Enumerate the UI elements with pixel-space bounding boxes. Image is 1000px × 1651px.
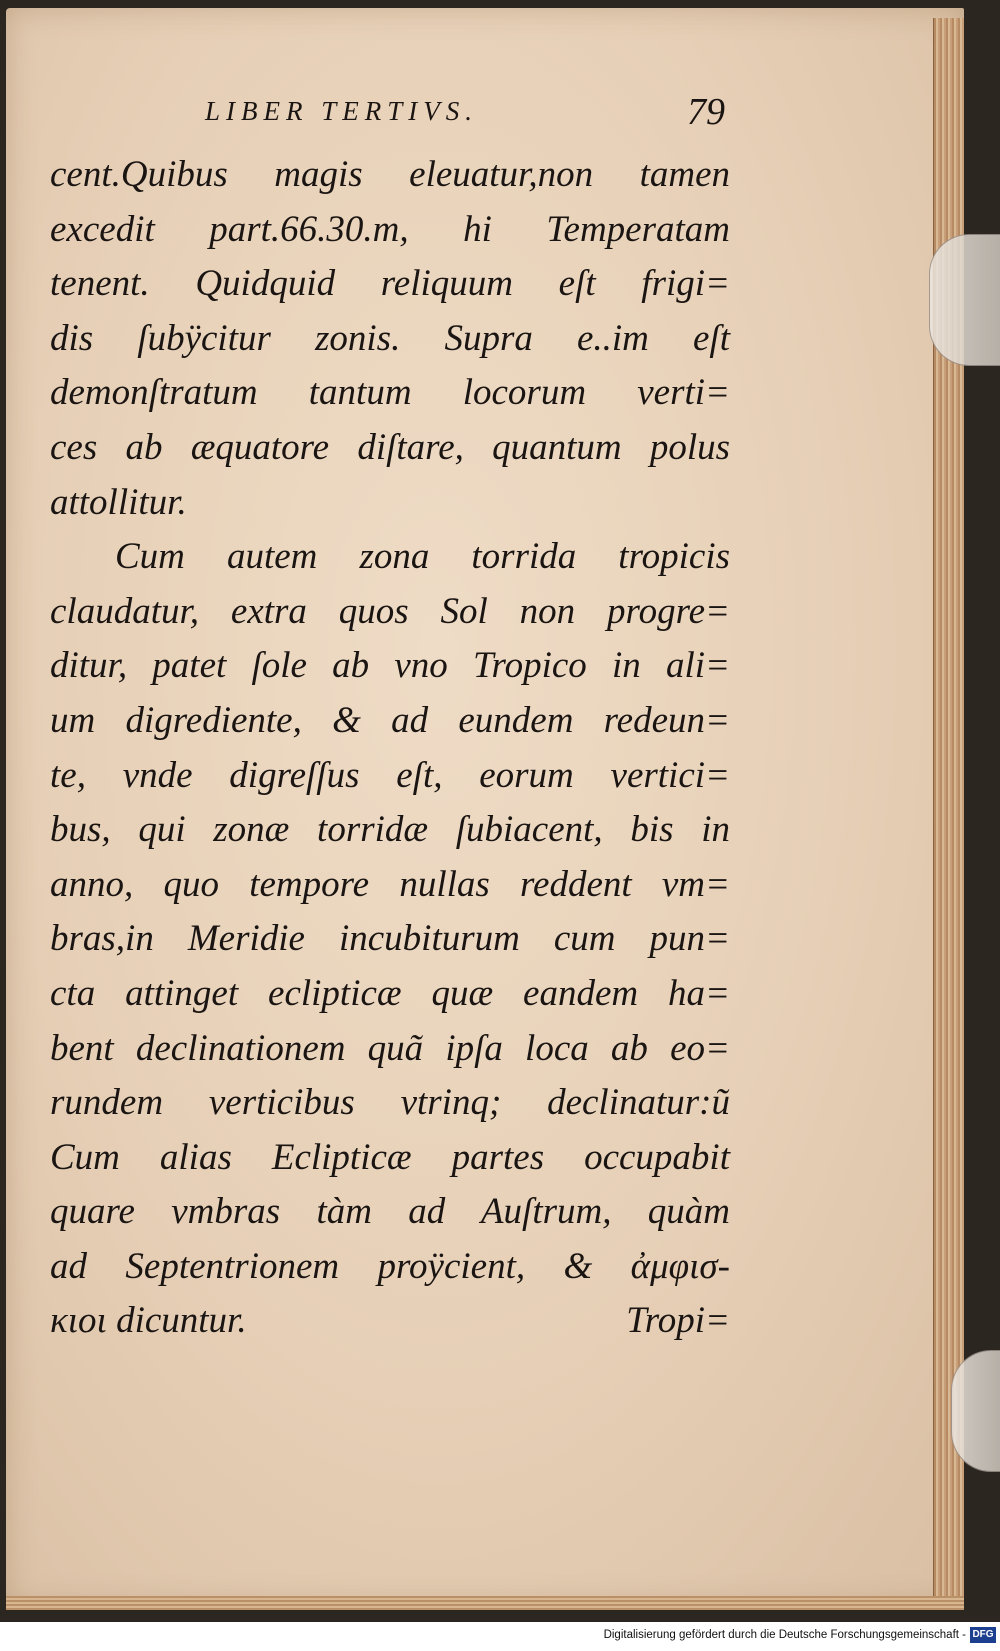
page-header <box>205 91 725 144</box>
dfg-logo-icon: DFG <box>970 1627 996 1643</box>
text-line: bus, qui zonæ torridæ ſubiacent, bis in <box>50 809 730 851</box>
text-line: Cum alias Eclipticæ partes occupabit <box>50 1136 730 1178</box>
text-line: attollitur. <box>50 481 187 523</box>
text-line: demonſtratum tantum locorum verti= <box>50 372 730 414</box>
text-line: rundem verticibus vtrinq; declinatur:ũ <box>50 1082 730 1124</box>
body-text <box>50 148 730 1349</box>
text-line: ad Septentrionem proÿcient, & ἀμφισ- <box>50 1245 730 1287</box>
text-line: quare vmbras tàm ad Auſtrum, quàm <box>50 1191 730 1233</box>
text-line: claudatur, extra quos Sol non progre= <box>50 590 730 632</box>
page-clip-top <box>929 234 1000 366</box>
text-line: te, vnde digreſſus eſt, eorum vertici= <box>50 754 730 796</box>
text-line: um digrediente, & ad eundem redeun= <box>50 699 730 741</box>
text-line: cent.Quibus magis eleuatur,non tamen <box>50 154 730 195</box>
text-line: bent declinationem quã ipſa loca ab eo= <box>50 1027 730 1069</box>
text-line: cta attinget eclipticæ quæ eandem ha= <box>50 972 730 1014</box>
catchword: Tropi= <box>626 1300 730 1342</box>
text-line: ditur, patet ſole ab vno Tropico in ali= <box>50 645 730 687</box>
footer-bar <box>0 1622 1000 1651</box>
text-line: bras,in Meridie incubiturum cum pun= <box>50 918 730 960</box>
funding-credit: Digitalisierung gefördert durch die Deutsche Forschungsgemeinschaft - <box>603 1629 966 1641</box>
last-line <box>50 1294 730 1349</box>
page-number: 79 <box>687 91 725 133</box>
page-bottom-edge <box>6 1596 964 1610</box>
text-line: Cum autem zona torrida tropicis <box>115 536 730 578</box>
text-line: excedit part.66.30.m, hi Temperatam <box>50 208 730 250</box>
text-line: dis ſubÿcitur zonis. Supra e..im eſt <box>50 317 730 359</box>
running-head: LIBER TERTIVS. <box>205 96 478 126</box>
text-line: κιοι dicuntur. <box>50 1300 247 1342</box>
page-clip-bottom <box>951 1350 1000 1472</box>
text-line: ces ab æquatore diſtare, quantum polus <box>50 426 730 468</box>
text-line: anno, quo tempore nullas reddent vm= <box>50 863 730 905</box>
text-line: tenent. Quidquid reliquum eſt frigi= <box>50 263 730 305</box>
